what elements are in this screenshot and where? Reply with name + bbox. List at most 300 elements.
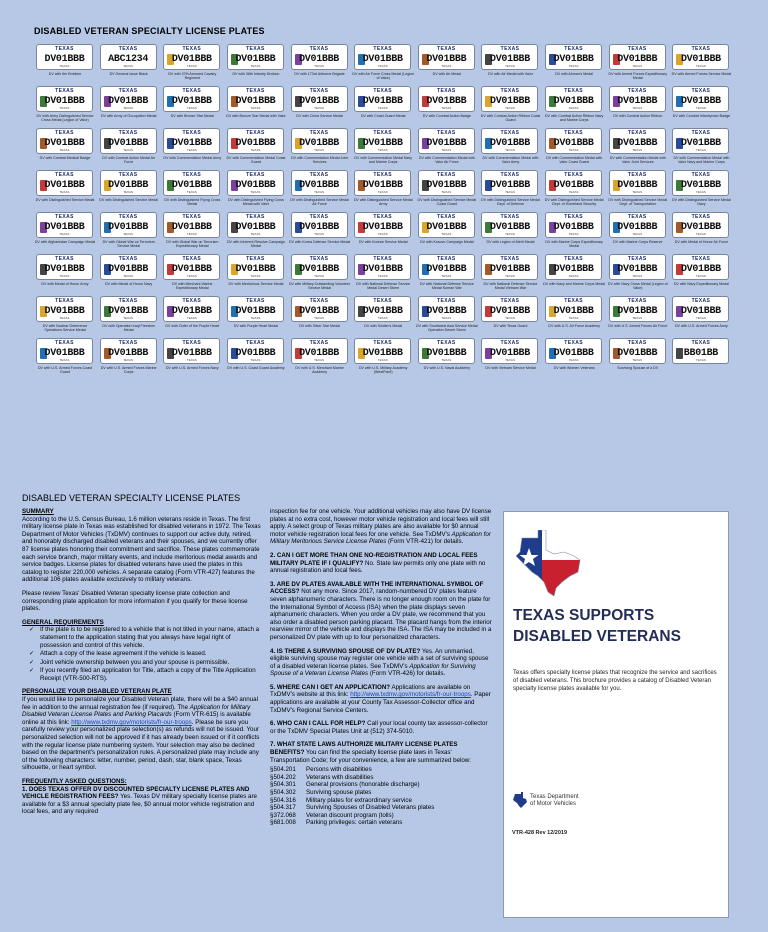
plate-state: TEXAS	[182, 298, 202, 304]
plate-tag: TEXAS	[695, 64, 706, 68]
plate-caption: DV with Korea Defense Service Medal	[289, 240, 351, 244]
plate-number: DV01BBB	[426, 306, 467, 317]
plate-tag: TEXAS	[59, 274, 70, 278]
plate-card	[289, 84, 353, 126]
statute-row: §504.317 Surviving Spouses of Disabled Veterans plates	[270, 804, 435, 812]
plate-state: TEXAS	[118, 298, 138, 304]
plate-number: DV01BBB	[171, 180, 212, 191]
plate-tag: TEXAS	[250, 358, 261, 362]
plate-number: DV01BBB	[490, 306, 530, 317]
plate-caption: DV with Distinguished Service Medal	[99, 198, 158, 202]
plate-card	[352, 126, 416, 168]
plate-caption: DV with Bronze Star Medal with Valor	[226, 114, 286, 118]
license-plate	[291, 128, 348, 154]
license-plate	[545, 128, 602, 154]
application-link-2[interactable]: http://www.txdmv.gov/motorists/fr-our-troops	[350, 691, 471, 699]
plate-state: TEXAS	[691, 298, 711, 304]
license-plate	[163, 128, 220, 154]
license-plate	[481, 86, 538, 112]
plate-caption: DV with Combat Action Medal Air Force	[102, 156, 155, 164]
license-plate	[354, 44, 411, 70]
plate-number: DV01BBB	[617, 180, 658, 191]
license-plate	[609, 296, 666, 322]
license-plate	[291, 86, 348, 112]
license-plate	[418, 338, 475, 364]
plate-tag: TEXAS	[314, 358, 324, 362]
plate-number: DV01BBB	[171, 264, 212, 275]
plate-caption: DV with Armed Forces Service Medal	[671, 72, 732, 76]
plate-card	[479, 42, 543, 84]
plate-card	[607, 252, 671, 294]
license-plate	[418, 212, 475, 238]
plate-state: TEXAS	[55, 46, 74, 52]
plate-caption: DV with Army of Occupation Medal	[100, 114, 157, 118]
plate-card	[352, 294, 416, 336]
license-plate	[100, 44, 157, 70]
plate-tag: TEXAS	[632, 106, 643, 110]
plate-state: TEXAS	[182, 130, 202, 136]
plate-tag: TEXAS	[186, 232, 197, 236]
plate-caption: DV with Kosovo Campaign Medal	[420, 240, 474, 244]
plate-state: TEXAS	[182, 172, 202, 178]
plate-state: TEXAS	[246, 88, 265, 94]
plate-tag: TEXAS	[568, 274, 579, 278]
plate-card	[352, 42, 416, 84]
plate-state: TEXAS	[500, 88, 520, 94]
plate-caption: DV with Air Medal with Valor	[488, 72, 533, 76]
plate-tag: TEXAS	[314, 106, 324, 110]
plate-number: DV01BBB	[108, 96, 149, 107]
plate-tag: TEXAS	[377, 148, 388, 152]
plate-card	[289, 42, 353, 84]
plate-number: DV01BBB	[553, 306, 594, 317]
plate-card	[670, 42, 734, 84]
plate-tag: TEXAS	[695, 316, 706, 320]
license-plate	[100, 296, 157, 322]
plate-caption: DV with Southwest Asia Service Medal Operation Desert Storm	[415, 324, 478, 332]
plate-state: TEXAS	[55, 256, 74, 262]
personalize-text: If you would like to personalize your Disabled Veteran plate, there will be a $40 annual fee in addition to the annual registration fee (if required). The Application for Military Disabled Veteran License Plates and Parking Placards (Form VTR-615) is available online at this link: http://www.txdmv.gov/motorists/fr-our-troops. Please be sure you carefully review your personalized plate selection(s) as refunds will not be issued. Your personalized selection will not be approved if it has already been issued or if it conflicts with the regular license plate numbering system. Your selection may also be declined based on the department's personalization rules. A personalized plate may include any of the following characters: letter, number, period, dash, star, blank space, Texas silhouette, or heart symbol.	[22, 696, 260, 772]
plate-row	[34, 252, 734, 294]
license-plate	[163, 254, 220, 280]
plate-tag: TEXAS	[441, 274, 452, 278]
plate-state: TEXAS	[500, 256, 520, 262]
plate-caption: DV with U.S. Armed Forces Marine Corps	[100, 366, 157, 374]
license-plate	[163, 86, 220, 112]
plate-number: DV01BBB	[680, 222, 721, 233]
plate-state: TEXAS	[373, 46, 393, 52]
plate-caption: DV with Korean Service Medal	[358, 240, 408, 244]
plate-caption: DV with Marine Corps Reserve	[613, 240, 663, 244]
plate-tag: TEXAS	[59, 64, 70, 68]
plate-state: TEXAS	[309, 88, 329, 94]
plate-tag: TEXAS	[632, 358, 643, 362]
plate-tag: TEXAS	[123, 232, 134, 236]
plate-number: DV01BBB	[299, 348, 340, 359]
plate-number: DV01BBB	[44, 348, 85, 359]
plate-card	[670, 84, 734, 126]
license-plate	[354, 254, 411, 280]
plate-catalog-grid	[34, 42, 734, 378]
plate-state: TEXAS	[437, 46, 456, 52]
plate-caption: DV with U.S. Armed Forces Navy	[165, 366, 219, 370]
plate-tag: TEXAS	[123, 274, 134, 278]
plate-number: DV01BBB	[235, 222, 276, 233]
plate-tag: TEXAS	[441, 316, 452, 320]
plate-card	[98, 126, 162, 168]
plate-number: DV01BBB	[171, 96, 212, 107]
plate-caption: DV with Order of the Purple Heart	[165, 324, 220, 328]
plate-number: DV01BBB	[44, 264, 85, 275]
plate-tag: TEXAS	[314, 190, 324, 194]
faq-3: 3. ARE DV PLATES AVAILABLE WITH THE INTERNATIONAL SYMBOL OF ACCESS? Not any more. Since 2017, random-numbered DV plates feature seven alphanumeric characters. There is no longer enough room on the plate for the International Symbol of Access (ISA) when the plate displays seven alphanumeric characters. When you order a DV plate, we recommend that you also order a disabled person parking placard. The placard hangs from the interior rearview mirror of the vehicle and displays the ISA. The ISA may be included in a personalized DV plate with up to four personalized characters.	[270, 580, 492, 641]
plate-state: TEXAS	[55, 130, 74, 136]
plate-number: DV01BBB	[235, 264, 276, 275]
texas-flag-map-icon	[516, 530, 584, 596]
plate-tag: TEXAS	[695, 148, 706, 152]
plate-state: TEXAS	[182, 88, 202, 94]
plate-card	[161, 336, 225, 378]
plate-state: TEXAS	[564, 46, 583, 52]
plate-state: TEXAS	[118, 340, 138, 346]
plate-state: TEXAS	[246, 298, 265, 304]
license-plate	[545, 296, 602, 322]
plate-state: TEXAS	[55, 88, 74, 94]
plate-number: DV01BBB	[108, 222, 149, 233]
plate-tag: TEXAS	[186, 148, 197, 152]
license-plate	[672, 338, 729, 364]
license-plate	[481, 338, 538, 364]
license-plate	[100, 254, 157, 280]
plate-number: DV01BBB	[171, 54, 212, 65]
plate-number: DV01BBB	[362, 264, 403, 275]
plate-number: DV01BBB	[490, 180, 530, 191]
plate-card	[479, 126, 543, 168]
plate-number: DV01BBB	[553, 138, 594, 149]
plate-number: DV01BBB	[44, 96, 85, 107]
plate-state: TEXAS	[373, 256, 393, 262]
license-plate	[545, 254, 602, 280]
plate-card	[289, 168, 353, 210]
plate-card	[416, 42, 480, 84]
plate-caption: DV with Combat Infantryman Badge	[672, 114, 731, 118]
plate-caption: DV with U.S. Naval Academy	[423, 366, 471, 370]
application-link[interactable]: http://www.txdmv.gov/motorists/fr-our-troops	[71, 718, 192, 726]
plate-caption: DV with Distinguished Flying Cross Medal	[164, 198, 221, 206]
plate-caption: DV with Distinguished Service Medal Air Force	[290, 198, 349, 206]
faq-6: 6. WHO CAN I CALL FOR HELP? Call your local county tax assessor-collector or the TxDMV Special Plates Unit at (512) 374-5010.	[270, 720, 488, 735]
plate-caption: DV with Global War on Terrorism Expeditionary Medal	[166, 240, 219, 248]
plate-tag: TEXAS	[632, 64, 643, 68]
plate-caption: DV with Air Medal	[432, 72, 462, 76]
license-plate	[672, 212, 729, 238]
plate-card	[543, 126, 607, 168]
plate-caption: DV with National Defense Service Medal Vietnam War	[483, 282, 538, 290]
requirements-list	[22, 626, 262, 682]
plate-tag: TEXAS	[695, 190, 706, 194]
plate-number: DV01BBB	[617, 222, 658, 233]
plate-state: TEXAS	[373, 214, 393, 220]
plate-caption: DV with Texas Guard	[493, 324, 528, 328]
plate-caption: DV with Commendation Medal Navy and Marine Corps	[354, 156, 413, 164]
review-text: Please review Texas' Disabled Veteran specialty license plate collection and corresponding plate application for more information if you qualify for these license plates.	[22, 589, 248, 613]
plate-card	[225, 126, 289, 168]
plate-tag: TEXAS	[695, 106, 706, 110]
plate-tag: TEXAS	[377, 358, 388, 362]
plate-tag: TEXAS	[568, 232, 579, 236]
plate-caption: DV with Operation Iraqi Freedom Medal	[102, 324, 155, 332]
plate-tag: TEXAS	[314, 316, 324, 320]
plate-tag: TEXAS	[314, 64, 324, 68]
plate-caption: DV with U.S. Merchant Marine Academy	[295, 366, 344, 374]
plate-state: TEXAS	[182, 214, 202, 220]
license-plate	[418, 86, 475, 112]
plate-tag: TEXAS	[59, 358, 70, 362]
plate-caption: DV with Air Force Cross Medal (Legion of Valor)	[352, 72, 415, 80]
dept-name: Texas Department of Motor Vehicles	[530, 794, 579, 807]
plate-state: TEXAS	[55, 214, 74, 220]
plate-tag: TEXAS	[123, 106, 134, 110]
plate-card	[98, 210, 162, 252]
plate-row	[34, 84, 734, 126]
spread-title: DISABLED VETERAN SPECIALTY LICENSE PLATES	[22, 493, 241, 503]
plate-card	[607, 42, 671, 84]
requirement-item: ✓ If the plate is to be registered to a vehicle that is not titled in your name, attach a statement to the application stating that you always have legal right of possession and control of this vehicle.	[40, 626, 262, 649]
plate-number: DV01BBB	[44, 306, 85, 317]
license-plate	[672, 170, 729, 196]
plate-caption: DV with Commendation Medal with Valor Joint Services	[609, 156, 666, 164]
plate-caption: DV with Combat Medical Badge	[39, 156, 91, 160]
plate-caption: DV with Navy Expeditionary Medal	[673, 282, 729, 286]
license-plate	[227, 86, 284, 112]
license-plate	[291, 254, 348, 280]
plate-number: DV01BBB	[490, 222, 530, 233]
license-plate	[354, 212, 411, 238]
plate-caption: DV with U.S. Armed Forces Air Force	[608, 324, 668, 328]
license-plate	[36, 254, 93, 280]
plate-card	[479, 84, 543, 126]
license-plate	[227, 254, 284, 280]
plate-card	[352, 252, 416, 294]
plate-row	[34, 42, 734, 84]
plate-card	[34, 336, 98, 378]
plate-state: TEXAS	[627, 214, 647, 220]
plate-number: DV01BBB	[490, 138, 530, 149]
plate-number: DV01BBB	[235, 138, 276, 149]
plate-state: TEXAS	[691, 340, 711, 346]
plate-caption: DV with Distinguished Service Medal Dept. of Defense	[481, 198, 540, 206]
plate-number: DV01BBB	[44, 138, 85, 149]
plate-state: TEXAS	[627, 256, 647, 262]
plate-state: TEXAS	[500, 172, 520, 178]
plate-card	[607, 336, 671, 378]
plate-caption: DV with Medal of Honor Army	[41, 282, 89, 286]
plate-tag: TEXAS	[568, 106, 579, 110]
plate-caption: DV General Issue Black	[109, 72, 148, 76]
plate-state: TEXAS	[564, 298, 583, 304]
plate-number: DV01BBB	[362, 222, 403, 233]
plate-caption: DV with Purple Heart Medal	[233, 324, 279, 328]
plate-tag: TEXAS	[632, 232, 643, 236]
plate-card	[670, 210, 734, 252]
plate-caption: DV with Medal of Honor Air Force	[674, 240, 729, 244]
cover-panel	[503, 511, 729, 918]
plate-tag: TEXAS	[186, 106, 197, 110]
plate-card	[34, 168, 98, 210]
plate-number: DV01BBB	[490, 264, 530, 275]
plate-tag: TEXAS	[568, 64, 579, 68]
plate-tag: TEXAS	[505, 148, 515, 152]
license-plate	[100, 212, 157, 238]
plate-state: TEXAS	[309, 256, 329, 262]
license-plate	[418, 128, 475, 154]
license-plate	[481, 254, 538, 280]
license-plate	[609, 254, 666, 280]
license-plate	[36, 128, 93, 154]
plate-number: DV01BBB	[299, 264, 340, 275]
plate-number: DV01BBB	[680, 180, 721, 191]
plate-state: TEXAS	[564, 340, 583, 346]
plate-number: DV01BBB	[235, 348, 276, 359]
faq-4: 4. IS THERE A SURVIVING SPOUSE OF DV PLATE? Yes. An unmarried, eligible surviving spouse may register one vehicle with a set of surviving spouse of a disabled veteran license plates. See TxDMV's Application for Surviving Spouse of a Veteran License Plates (Form VTR-426) for details.	[270, 647, 489, 678]
plate-number: DV01BBB	[490, 54, 530, 65]
plate-number: DV01BBB	[553, 348, 594, 359]
plate-tag: TEXAS	[632, 148, 643, 152]
plate-tag: TEXAS	[186, 190, 197, 194]
plate-number: DV01BBB	[426, 138, 467, 149]
plate-tag: TEXAS	[505, 64, 515, 68]
plate-card	[670, 294, 734, 336]
plate-state: TEXAS	[246, 130, 265, 136]
plate-card	[34, 252, 98, 294]
license-plate	[36, 338, 93, 364]
plate-caption: DV with Legion of Merit Medal	[486, 240, 535, 244]
plate-number: DV01BBB	[426, 222, 467, 233]
plate-caption: DV with Airman's Medal	[555, 72, 594, 76]
license-plate	[100, 338, 157, 364]
plate-caption: DV with Silver Star Medal	[299, 324, 340, 328]
plate-state: TEXAS	[437, 340, 456, 346]
plate-row	[34, 294, 734, 336]
plate-tag: TEXAS	[250, 148, 261, 152]
plate-state: TEXAS	[627, 88, 647, 94]
license-plate	[481, 128, 538, 154]
plate-card	[98, 42, 162, 84]
license-plate	[354, 170, 411, 196]
plate-card	[607, 210, 671, 252]
plate-state: TEXAS	[691, 130, 711, 136]
license-plate	[481, 212, 538, 238]
plate-tag: TEXAS	[250, 274, 261, 278]
plate-number: DV01BBB	[680, 264, 721, 275]
plate-caption: DV with Commendation Medal Joint Services	[290, 156, 349, 164]
plate-tag: TEXAS	[186, 316, 197, 320]
license-plate	[545, 44, 602, 70]
statute-list	[270, 766, 492, 827]
plate-state: TEXAS	[437, 130, 456, 136]
license-plate	[609, 338, 666, 364]
plate-state: TEXAS	[627, 46, 647, 52]
license-plate	[672, 254, 729, 280]
plate-state: TEXAS	[437, 88, 456, 94]
plate-card	[670, 336, 734, 378]
license-plate	[36, 212, 93, 238]
license-plate	[100, 128, 157, 154]
plate-number: DV01BBB	[617, 306, 658, 317]
plate-state: TEXAS	[55, 172, 74, 178]
plate-state: TEXAS	[373, 340, 393, 346]
plate-state: TEXAS	[564, 88, 583, 94]
plate-number: DV01BBB	[362, 348, 403, 359]
plate-caption: DV with Commendation Medal with Valor Air Force	[418, 156, 475, 164]
license-plate	[227, 338, 284, 364]
license-plate	[163, 44, 220, 70]
plate-caption: DV with Combat Action Ribbon	[613, 114, 663, 118]
plate-number: DV01BBB	[680, 306, 721, 317]
plate-number: DV01BBB	[44, 180, 85, 191]
plate-number: DV01BBB	[553, 96, 594, 107]
plate-number: DV01BBB	[171, 348, 212, 359]
plate-caption: DV with Distinguished Service Medal Coast Guard	[417, 198, 477, 206]
plate-state: TEXAS	[691, 46, 711, 52]
plate-card	[161, 84, 225, 126]
plate-card	[161, 294, 225, 336]
plate-card	[34, 126, 98, 168]
plate-tag: TEXAS	[441, 106, 452, 110]
plate-caption: DV with Commendation Medal Coast Guard	[226, 156, 286, 164]
plate-number: DV01BBB	[299, 180, 340, 191]
plate-row	[34, 126, 734, 168]
plate-card	[670, 252, 734, 294]
license-plate	[36, 44, 93, 70]
panel-body: Texas offers specialty license plates that recognize the service and sacrifices of disabled veterans. This brochure provides a catalog of Disabled Veteran specialty license plates available for you.	[513, 670, 717, 692]
plate-caption: DV with Distinguished Service Medal Army	[353, 198, 413, 206]
plate-number: DV01BBB	[553, 54, 594, 65]
license-plate	[227, 170, 284, 196]
sheet-title: DISABLED VETERAN SPECIALTY LICENSE PLATES	[34, 26, 265, 36]
plate-state: TEXAS	[437, 256, 456, 262]
license-plate	[609, 86, 666, 112]
requirements-heading: GENERAL REQUIREMENTS	[22, 618, 104, 626]
license-plate	[163, 170, 220, 196]
plate-tag: TEXAS	[314, 274, 324, 278]
plate-caption: DV with Soldier's Medal	[364, 324, 403, 328]
plate-card	[543, 84, 607, 126]
plate-state: TEXAS	[55, 340, 74, 346]
plate-state: TEXAS	[309, 130, 329, 136]
plate-card	[416, 126, 480, 168]
brochure-column-left	[22, 508, 262, 822]
plate-tag: TEXAS	[250, 190, 261, 194]
plate-card	[479, 336, 543, 378]
plate-state: TEXAS	[118, 88, 138, 94]
plate-tag: TEXAS	[377, 316, 388, 320]
plate-caption: DV with Women Veterans	[553, 366, 595, 370]
plate-number: DV01BBB	[426, 96, 467, 107]
license-plate	[418, 170, 475, 196]
plate-caption: DV with Navy and Marine Corps Medal	[543, 282, 606, 286]
plate-tag: TEXAS	[377, 106, 388, 110]
license-plate	[36, 86, 93, 112]
plate-card	[225, 252, 289, 294]
plate-number: DV01BBB	[362, 96, 403, 107]
plate-tag: TEXAS	[377, 232, 388, 236]
license-plate	[291, 296, 348, 322]
form-revision: VTR-428 Rev 12/2019	[512, 830, 568, 836]
plate-card	[607, 84, 671, 126]
plate-number: DV01BBB	[617, 96, 658, 107]
plate-card	[161, 210, 225, 252]
